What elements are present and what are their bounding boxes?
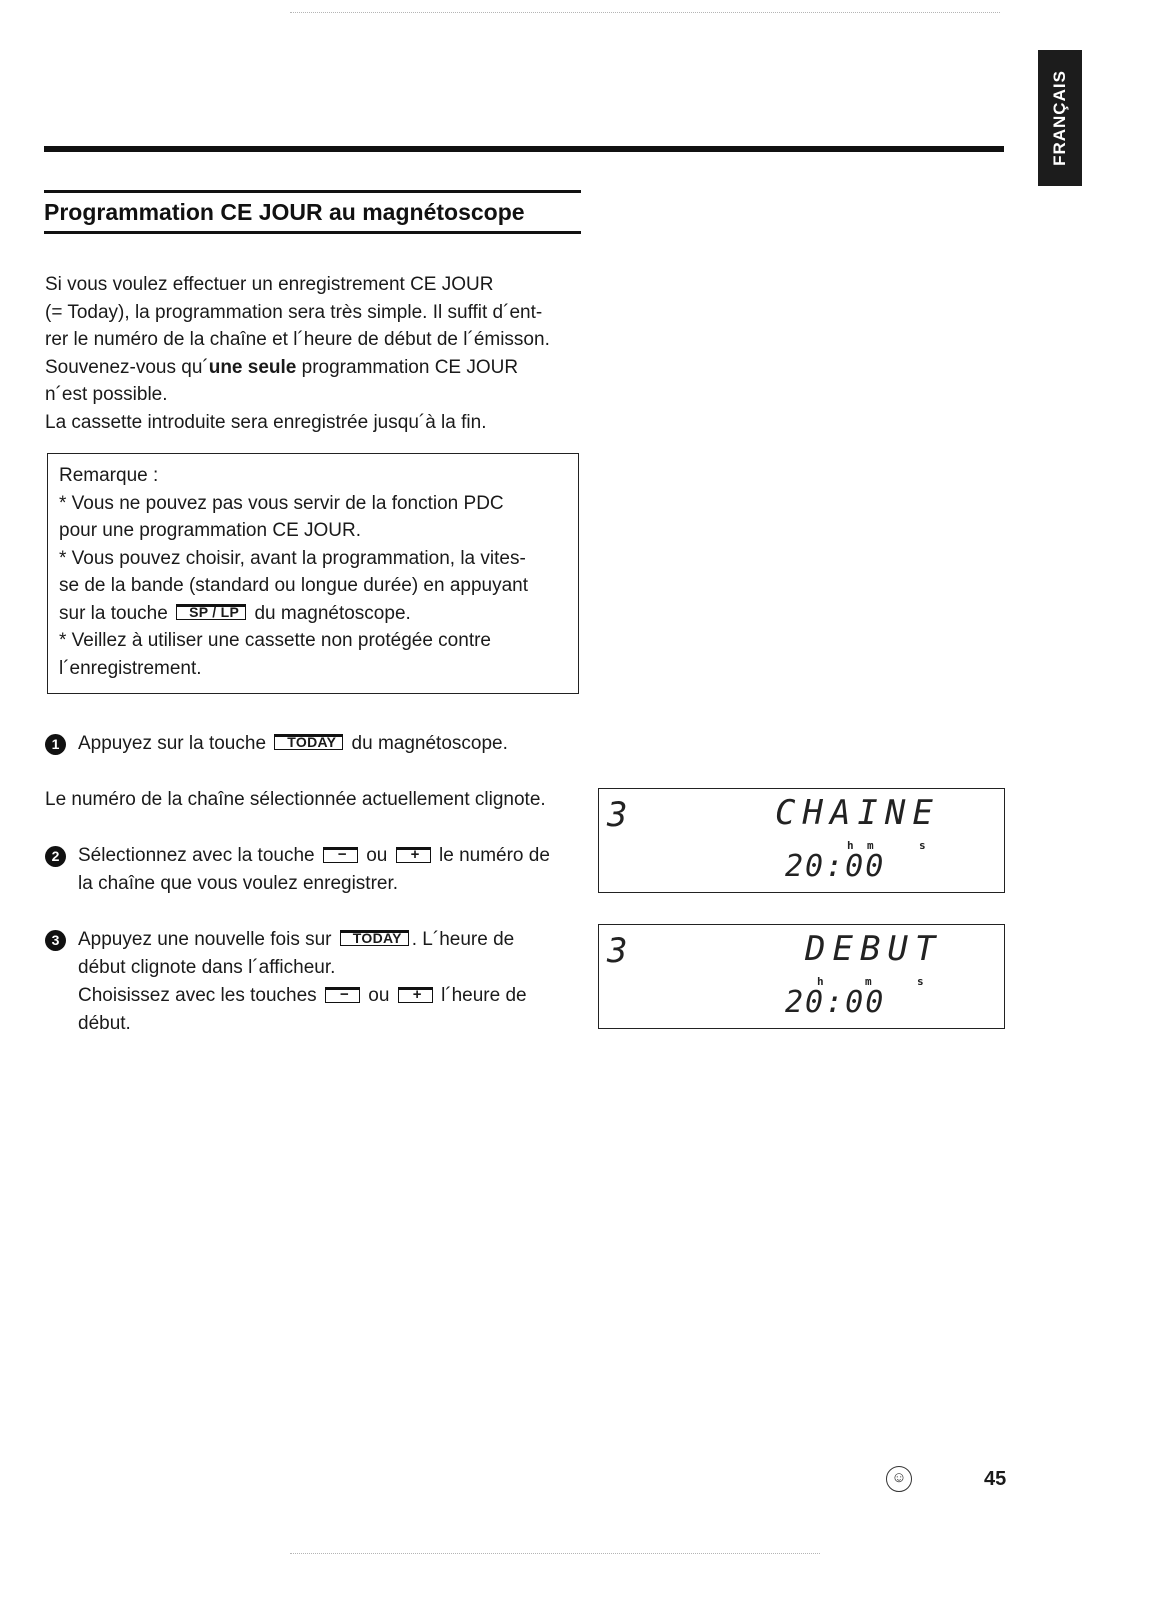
display-h-label: h <box>817 975 824 988</box>
minus-key-2: − <box>325 987 360 1003</box>
header-rule <box>44 146 1004 152</box>
remark-item2-line1: * Vous pouvez choisir, avant la programmation, la vites- <box>59 547 526 569</box>
language-tab-label: FRANÇAIS <box>1050 70 1069 166</box>
step-1-number: 1 <box>45 734 66 755</box>
display-channel: 3 <box>607 931 628 971</box>
page-title: Programmation CE JOUR au magnétoscope <box>44 198 525 225</box>
channel-blinks-text: Le numéro de la chaîne sélectionnée actuellement clignote. <box>45 789 546 810</box>
display-h-label: h <box>847 839 854 852</box>
step-2 <box>45 842 550 898</box>
step-2-number: 2 <box>45 846 66 867</box>
intro-paragraph <box>45 271 590 436</box>
display-m-label: m <box>867 839 874 852</box>
intro-line-2: (= Today), la programmation sera très simple. Il suffit d´ent- <box>45 301 543 323</box>
remark-item3-line1: * Veillez à utiliser une cassette non protégée contre <box>59 630 491 651</box>
intro-souvenez-post: programmation CE JOUR <box>296 356 519 378</box>
intro-line-6: La cassette introduite sera enregistrée jusqu´à la fin. <box>45 411 487 433</box>
sp-lp-key: SP / LP <box>176 604 246 620</box>
scan-artifact-bottom <box>290 1553 820 1554</box>
display-debut <box>598 924 1005 1029</box>
remark-box <box>47 453 579 694</box>
section-title-box <box>44 190 581 234</box>
remark-item2-post: du magnétoscope. <box>254 602 411 624</box>
today-key: TODAY <box>274 734 343 750</box>
display-time: 20:00 <box>785 985 886 1020</box>
display-channel: 3 <box>607 795 628 835</box>
intro-line-5: n´est possible. <box>45 384 168 405</box>
language-tab <box>1038 50 1082 186</box>
remark-item3-line2: l´enregistrement. <box>59 657 202 679</box>
intro-line-4 <box>45 354 590 382</box>
display-time: 20:00 <box>785 849 886 884</box>
remark-item2-line3 <box>59 600 567 628</box>
step-3-line2: début clignote dans l´afficheur. <box>78 957 336 978</box>
intro-souvenez-pre: Souvenez-vous qu´ <box>45 356 209 378</box>
display-chaine <box>598 788 1005 893</box>
remark-item1-line2: pour une programmation CE JOUR. <box>59 520 362 541</box>
intro-line-1: Si vous voulez effectuer un enregistrement CE JOUR <box>45 274 494 295</box>
display-s-label: s <box>917 975 924 988</box>
step-1-post: du magnétoscope. <box>351 733 508 754</box>
display-m-label: m <box>865 975 872 988</box>
step-3-pre: Appuyez une nouvelle fois sur <box>78 929 332 950</box>
page-number: 45 <box>984 1468 1007 1490</box>
remark-heading: Remarque : <box>59 465 159 486</box>
step-1-pre: Appuyez sur la touche <box>78 733 267 754</box>
step-3-mid: ou <box>368 985 390 1006</box>
display-word: DEBUT <box>805 929 943 969</box>
step-2-mid: ou <box>366 845 388 866</box>
step-3-line4: début. <box>78 1013 131 1034</box>
step-2-pre: Sélectionnez avec la touche <box>78 845 315 866</box>
step-3 <box>45 926 527 1038</box>
display-word: CHAINE <box>775 793 940 833</box>
step-1 <box>45 730 508 758</box>
display-s-label: s <box>919 839 926 852</box>
step-2-line2: la chaîne que vous voulez enregistrer. <box>78 873 399 894</box>
intro-line-3: rer le numéro de la chaîne et l´heure de début de l´émisson. <box>45 329 550 350</box>
scan-artifact-top <box>290 12 1000 13</box>
intro-emphasis: une seule <box>208 356 297 378</box>
minus-key: − <box>323 847 358 863</box>
plus-key-2: + <box>398 987 433 1003</box>
remark-item2-line2: se de la bande (standard ou longue durée) en appuyant <box>59 575 529 596</box>
step-between-text <box>45 786 546 814</box>
plus-key: + <box>396 847 431 863</box>
step-3-line3-pre: Choisissez avec les touches <box>78 985 317 1006</box>
today-key-2: TODAY <box>340 930 409 946</box>
step-3-post: . L´heure de <box>411 929 515 950</box>
step-2-post: le numéro de <box>439 845 550 866</box>
remark-item2-pre: sur la touche <box>59 602 168 624</box>
smiley-face-icon: ☺ <box>886 1466 912 1492</box>
remark-item1-line1: * Vous ne pouvez pas vous servir de la fonction PDC <box>59 492 504 514</box>
step-3-line3-post: l´heure de <box>441 985 527 1006</box>
step-3-number: 3 <box>45 930 66 951</box>
